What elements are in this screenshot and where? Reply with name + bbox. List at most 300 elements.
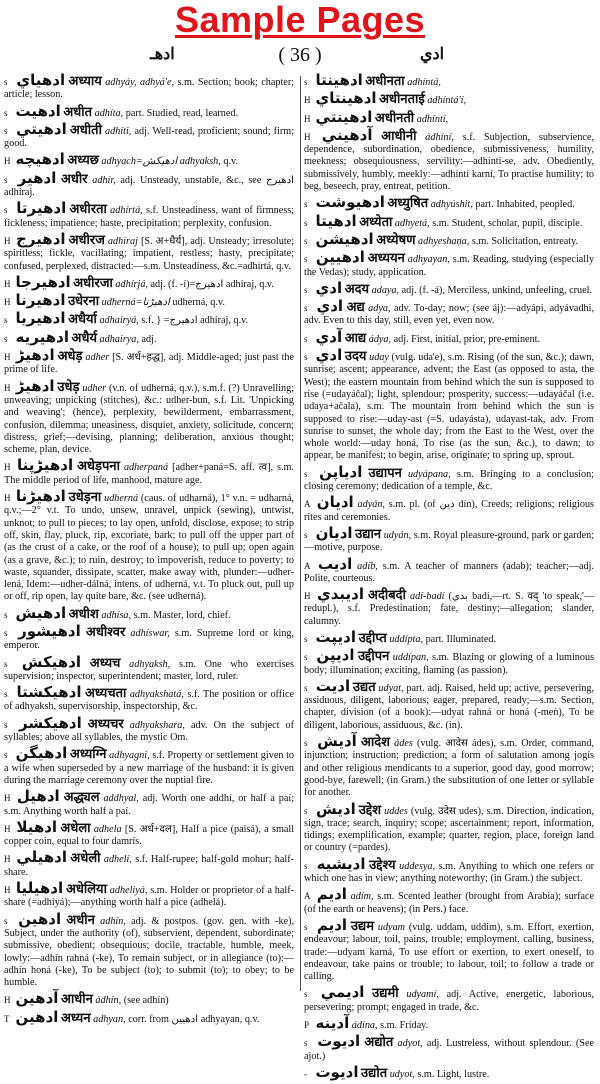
dictionary-entry (304, 585, 595, 628)
transliteration: adhyach=ادهيكش adhyaksh, (101, 156, 221, 168)
transliteration: udyat, (378, 682, 404, 694)
definition: (see adhín) (123, 995, 169, 1007)
page-number: ( 36 ) (278, 44, 322, 66)
definition: s.m. Master, lord, chief. (133, 609, 231, 621)
hindi-headword: अधीरज (68, 232, 105, 248)
dictionary-entry (304, 915, 594, 983)
urdu-headword: اديپن (316, 646, 355, 665)
hindi-headword: अधेड़ (57, 349, 83, 365)
transliteration: adhairya, (99, 333, 139, 345)
origin-marker: s (304, 77, 308, 87)
transliteration: adhyagni, (109, 750, 150, 762)
urdu-headword: ادياپن (319, 462, 363, 481)
transliteration: udyápana, (407, 468, 451, 480)
origin-marker: A (304, 560, 311, 571)
transliteration: udyam (377, 921, 406, 933)
definition: corr. from ادهيين adhyayan, q.v. (128, 1013, 260, 1025)
transliteration: adhela (93, 823, 122, 835)
hindi-headword: अध्येता (359, 214, 393, 230)
urdu-headword: ادهير (17, 168, 57, 187)
dictionary-entry (4, 683, 295, 714)
origin-marker: H (4, 493, 11, 504)
hindi-headword: उद्दीप्त (358, 630, 387, 646)
transliteration: adhyakshara, (129, 719, 185, 731)
hindi-headword: अध्यछ (67, 153, 99, 169)
definition: s.m. Section; book; chapter; article; lesson. (4, 77, 295, 101)
transliteration: adheliyá, (109, 885, 148, 897)
urdu-headword: اديمي (320, 983, 365, 1002)
transliteration: adhíntá, (407, 77, 441, 88)
page-header (0, 44, 600, 68)
transliteration: addhyal, (103, 793, 139, 805)
definition: adj. Well-read, proficient; sound; firm; good. (4, 125, 295, 150)
dictionary-entry (304, 627, 594, 646)
origin-marker: s (304, 652, 308, 663)
definition: s.m. Anything to which one refers or which one has in view; anything noteworthy; (in Gram.) the subject. (304, 860, 595, 885)
origin-marker: H (4, 278, 11, 289)
transliteration: adher (85, 352, 110, 364)
hindi-headword: अधीश (68, 606, 99, 622)
origin-marker: H (304, 113, 311, 124)
urdu-headword: اديپت (315, 627, 357, 646)
origin-marker: s (304, 333, 308, 344)
transliteration: adhírtá, (110, 205, 143, 217)
urdu-headword: اديب (317, 554, 353, 573)
definition: part. adj. Raised, held up; active, persevering, assiduous, diligent, laborious; eager, prepared, ready;—s.m. Section, chapter, division (of a book):—udyat rahná or honá (-meṅ), To be diligent, laborious, assiduous, &c. (in). (304, 682, 595, 731)
transliteration: adhyeshaṇa, (418, 235, 470, 247)
urdu-headword: آدهيني (321, 125, 373, 144)
hindi-headword: अधीरजा (73, 275, 113, 291)
right-running-head: ادي (420, 44, 445, 63)
urdu-headword: ادهيل (16, 787, 60, 806)
urdu-headword: ادهيكشر (19, 713, 82, 732)
hindi-headword: अधेड़पना (77, 459, 120, 475)
definition: part. Studied, read, learned. (125, 107, 239, 119)
urdu-headword: ادهيش (15, 603, 67, 622)
transliteration: udyán, (383, 529, 412, 541)
urdu-headword: ادهيشن (315, 229, 374, 248)
urdu-headword: ادهيليا (15, 879, 64, 898)
hindi-headword: उद्यमी (372, 986, 399, 1002)
transliteration: adaya, (371, 284, 400, 296)
definition: adj. Active, energetic, laborious, persevering; prompt; engaged in trade, &c. (304, 989, 595, 1013)
urdu-headword: ادهيشور (18, 621, 81, 640)
definition: (vulg. uda'e), s.m. Rising (of the sun, &c.); dawn, sunrise; ascent; appearance, advent; the East (as opposed to asta, the West); the eastern mountain from behind which the sun is supposed to rise (=udayáčal); light, splendour; prosperity, success:—udayáčal (i.e. udaya+ačala), s.m. The mountain from behind which the sun is supposed to rise:—uday-ast (=S. udayásta), udayast-tak, adv. From sunrise to sunset, the whole day; from the East to the West, over the whole world:—uday honá, To rise (as the sun, &c.), to dawn; to appear, be manifest; to begin, arise, originate; to spring up, sprout. (304, 352, 595, 462)
urdu-headword: ادي (315, 278, 343, 297)
urdu-headword: اديش (316, 799, 356, 818)
urdu-headword: اديم (316, 915, 348, 934)
urdu-headword: ادهيتي (16, 119, 67, 138)
definition: part. Inhabited, peopled. (475, 199, 575, 211)
definition: (vulg. uddam, uddim), s.m. Effort, exertion, endeavour; labour, toil, pains, trouble; employment, calling, business, trade:—udyam karná, To use effort or exertion, to exert oneself, to endeavour, take pains or trouble; to labour, toil; to follow a trade or calling. (304, 921, 594, 983)
dictionary-entry (4, 376, 295, 457)
hindi-headword: अध्येषण (376, 232, 416, 248)
transliteration: adyán, (357, 499, 385, 511)
dictionary-entry (304, 211, 594, 230)
dictionary-entry (4, 346, 295, 377)
dictionary-entry (4, 272, 294, 291)
origin-marker: s (4, 333, 8, 344)
origin-marker: s (4, 689, 8, 700)
transliteration: uddípan, (392, 652, 429, 664)
transliteration: ádes (394, 738, 413, 750)
origin-marker: H (4, 793, 11, 804)
origin-marker: - (304, 1068, 307, 1079)
transliteration: ádhíní, (425, 131, 454, 143)
dictionary-entry (4, 71, 295, 102)
origin-marker: s (4, 315, 8, 326)
origin-marker: s (304, 529, 308, 540)
origin-marker: H (304, 131, 311, 142)
urdu-headword: ادهيكش (21, 652, 82, 671)
hindi-headword: अध्यचता (84, 686, 127, 702)
dictionary-entry (4, 848, 295, 879)
transliteration: adherpaná (123, 462, 169, 474)
origin-marker: H (4, 995, 11, 1006)
urdu-headword: اديشيه (316, 854, 366, 873)
origin-marker: s (304, 738, 308, 749)
hindi-headword: अधीनती (374, 110, 415, 126)
urdu-headword: ادهيڑپنا (17, 456, 74, 475)
transliteration: adím, (350, 891, 374, 903)
definition: s.m. Supreme lord or king, emperor. (4, 627, 295, 652)
transliteration: adhír, (92, 174, 116, 186)
urdu-headword: آدي (315, 327, 343, 346)
hindi-headword: अधीत (63, 104, 93, 120)
transliteration: udher (82, 382, 107, 394)
dictionary-entry (304, 107, 594, 126)
dictionary-entry (304, 1032, 595, 1063)
origin-marker: s (304, 235, 308, 246)
dictionary-entry (4, 456, 295, 487)
hindi-headword: अद्ध्यल (63, 790, 100, 806)
dictionary-entry (304, 799, 594, 855)
definition: s.f. Unsteadiness, want of firmness; fickleness; impatience; haste, precipitation; perplexity, confusion. (4, 205, 294, 229)
dictionary-entry (4, 652, 295, 684)
transliteration: adhelí, (103, 854, 132, 866)
hindi-headword: आधीनी (381, 128, 417, 144)
origin-marker: P (304, 1020, 310, 1030)
definition: q.v. (223, 156, 238, 168)
definition: s.m. Friday. (380, 1020, 429, 1031)
urdu-headword: ادهيرج (16, 229, 66, 248)
urdu-headword: ادهينتي (315, 107, 373, 126)
dictionary-entry (304, 885, 595, 916)
hindi-headword: उद्देश (358, 802, 382, 818)
urdu-headword: اديم (316, 885, 347, 904)
origin-marker: T (4, 1013, 10, 1024)
dictionary-entry (304, 346, 595, 463)
origin-marker: s (4, 627, 8, 638)
dictionary-entry (304, 248, 595, 279)
transliteration: adhyetá, (394, 217, 430, 229)
origin-marker: H (4, 382, 11, 393)
urdu-headword: ادهيكشتا (16, 683, 82, 702)
definition: s.f. Half-rupee; half-gold mohur; half-share. (4, 854, 295, 878)
definition: s.m. Blazing or glowing of a luminous body; illumination; exciting, flaming (as passion). (304, 652, 595, 676)
transliteration: udyot, (389, 1068, 415, 1080)
urdu-headword: ادهيڑ (15, 346, 55, 365)
hindi-headword: अध्यन (60, 1010, 91, 1026)
definition: s.m. Holder or proprietor of a half-share (=adhíyá);—anything worth half a pice (adhelá). (4, 885, 295, 909)
origin-marker: H (4, 352, 11, 363)
left-column (4, 71, 295, 1029)
dictionary-entry (4, 787, 295, 818)
transliteration: udherná (104, 493, 139, 505)
transliteration: adíb, (357, 560, 378, 572)
urdu-headword: ادهيتا (315, 211, 357, 230)
hindi-headword: आदेश (360, 735, 390, 751)
urdu-headword: ادي (315, 346, 343, 365)
urdu-headword: اديت (315, 676, 351, 695)
origin-marker: H (4, 462, 11, 473)
urdu-headword: ادهيرجا (15, 272, 71, 291)
transliteration: adhíta, (94, 107, 124, 119)
dictionary-entry (304, 732, 595, 799)
transliteration: uddípta, (389, 633, 424, 645)
origin-marker: H (304, 591, 311, 602)
hindi-headword: उद्यत (352, 679, 376, 695)
hindi-headword: आधीन (60, 992, 93, 1008)
transliteration: adhísa, (101, 609, 132, 621)
definition: s.f. Property or settlement given to a wife when superseded by a new marriage of the husband: it is given during the marriage ceremony over the nuptial fire. (4, 750, 295, 786)
hindi-headword: अधीश्वर (85, 624, 126, 640)
urdu-headword: ادهينتاي (315, 89, 377, 108)
hindi-headword: उधेड़ना (68, 490, 102, 506)
transliteration: adhyan, (93, 1013, 126, 1025)
origin-marker: s (304, 633, 308, 644)
origin-marker: H (4, 823, 11, 834)
hindi-headword: उद्यम (350, 918, 375, 934)
dictionary-entry (304, 676, 595, 732)
definition: [adher+paná=S. aff. त्व], s.m. The middle period of life, manhood, mature age. (4, 462, 295, 486)
definition: s.f. Subjection, subservience, dependence, subordination, obedience, submissiveness, humility, meekness; obsequiousness, servility:—adhíntí-se, adv. Obediently, submissively, humbly, meekly:—adhíntí karní, To practise humility; to beg, beseech, pray, entreat, petition. (304, 131, 595, 193)
transliteration: adhyayan, (407, 254, 450, 266)
transliteration: adhín, (100, 915, 126, 927)
urdu-headword: اديوت (317, 1032, 361, 1051)
left-running-head: ادهـ (150, 44, 175, 63)
dictionary-entry (304, 193, 594, 212)
hindi-headword: उद्योत (361, 1065, 388, 1081)
dictionary-entry (4, 327, 294, 346)
hindi-headword: अधेलिया (65, 882, 107, 898)
urdu-headword: ادهيرتا (16, 199, 67, 218)
transliteration: ádya, (368, 333, 392, 345)
definition: s.m. Solicitation, entreaty. (471, 235, 579, 247)
hindi-headword: अध्यचर (87, 716, 124, 732)
dictionary-entry (304, 327, 594, 346)
urdu-headword: اديان (315, 523, 353, 542)
origin-marker: s (304, 468, 308, 479)
origin-marker: H (4, 156, 11, 167)
definition: adj. (141, 333, 157, 345)
definition: adv. On the subject of syllables; above all syllables, the mystic Om. (4, 719, 295, 744)
hindi-headword: अधीती (69, 122, 102, 138)
hindi-headword: अदय (344, 281, 370, 297)
transliteration: adya, (368, 303, 391, 315)
hindi-headword: अध्यच (89, 655, 121, 671)
definition: part. Illuminated. (425, 633, 497, 645)
definition: s.m. Reading, studying (especially the Vedas); study, application. (304, 254, 595, 278)
transliteration: adhíswar, (130, 627, 170, 639)
urdu-headword: ادهيريا (15, 309, 66, 328)
dictionary-entry (304, 89, 594, 108)
origin-marker: s (304, 284, 308, 295)
definition: (vulg. उदेस udes), s.m. Direction, indication, sign, trace; search, inquiry; scope; ascertainment; report, information, tidings; exemplification, example; quarter, region, place, foreign land or country (=pardes). (304, 805, 594, 854)
definition: adj. (f. -í)=ادهيرج adhíraj, q.v. (150, 278, 274, 290)
definition: s.m. One who exercises supervision; inspector, superintendent; master, lord, ruler. (4, 658, 295, 682)
transliteration: uddesya, (399, 860, 436, 872)
definition: s.m. Light, lustre. (417, 1068, 490, 1080)
urdu-headword: ادهينتا (315, 71, 363, 89)
definition: adv. To-day; now; (see áj):—adyápi, adyávadhi, adv. Even to this day, still, even yet, even now. (304, 303, 595, 327)
definition: [S. अर्ध+हद्ध], adj. Middle-aged; just past the prime of life. (4, 352, 295, 376)
dictionary-entry (304, 983, 595, 1014)
urdu-headword: آديش (317, 732, 357, 751)
dictionary-entry (4, 989, 294, 1008)
dictionary-entry (304, 1062, 594, 1081)
urdu-headword: آدهين (15, 989, 59, 1008)
origin-marker: s (4, 609, 8, 620)
hindi-headword: अधीनता (365, 74, 405, 89)
origin-marker: s (4, 915, 8, 926)
urdu-headword: ادهيت (15, 101, 61, 120)
dictionary-entry (4, 309, 294, 328)
dictionary-entry (4, 119, 295, 151)
origin-marker: s (304, 217, 308, 228)
hindi-headword: अधीरता (69, 202, 107, 218)
urdu-headword: ادهيلا (16, 817, 58, 836)
transliteration: ádína, (351, 1020, 378, 1031)
dictionary-entry (4, 909, 295, 990)
dictionary-entry (4, 817, 295, 849)
dictionary-entry (4, 744, 295, 787)
definition: (caus. of udharná), 1° v.n. = udharná, q.v.;—2° v.t. To undo, unsew, unravel, unpick (sewing), untwist, unknot; to pull to pieces; to lay open, unfold, disclose, expose; to strip off, skin, flay, pluck, rip, excoriate, bark; to pull off the upper part of (as the crust of a cake, or the roof of a house); to pull up; open again (as a grave, &c.); to ruin, destroy; to impoverish, reduce to poverty; to waste, squander, dissipate, scatter, make away with, plunder:—udher-lená, Idem:—udher-dálná, intens. of udherná, v.t. To pluck out, pull up or off, rip open, lay quite bare, &c. (see udherná). (4, 493, 295, 603)
title-text: Sample Pages (174, 0, 426, 40)
definition: (بدي badí,—rt. S. वद् 'to speak,'—redupl.), s.f. Predestination; fate, destiny;—allegation; slander, calumny. (304, 591, 595, 627)
hindi-headword: अध्युषित (387, 196, 429, 212)
urdu-headword: ادهيڑنا (15, 487, 66, 506)
dictionary-entry (4, 229, 295, 273)
dictionary-entry (304, 646, 595, 677)
urdu-headword: آدينه (315, 1014, 350, 1032)
transliteration: adhírjá, (115, 278, 148, 290)
hindi-headword: अधीर (60, 171, 88, 187)
origin-marker: A (304, 499, 311, 510)
hindi-headword: उद्दीपन (357, 649, 390, 665)
transliteration: udherná=ادهيڑنا (101, 297, 170, 309)
origin-marker: s (4, 174, 8, 185)
hindi-headword: अधेली (70, 851, 101, 867)
origin-marker: s (4, 107, 8, 118)
origin-marker: H (4, 885, 11, 896)
definition: adj. (f. -á), Merciless, unkind, unfeeling, cruel. (401, 284, 593, 296)
definition: s.f. } =ادهيرج adhíraj, q.v. (141, 315, 249, 327)
hindi-headword: आद्य (344, 330, 367, 346)
definition: adj. Unsteady, unstable, &c., see ادهيرج adhíraj. (4, 174, 294, 199)
dictionary-entry (304, 554, 595, 586)
origin-marker: H (304, 95, 311, 106)
hindi-headword: उद्यापन (368, 465, 402, 481)
origin-marker: s (304, 1038, 308, 1049)
hindi-headword: अध्याय (68, 74, 102, 89)
dictionary-entry (4, 101, 294, 120)
hindi-headword: अधैर्या (68, 312, 97, 328)
transliteration: adhyaksh, (129, 658, 171, 670)
definition: (v.n. of udherná, q.v.), s.m.f. (?) Unravelling; unweaving; unpicking (stitches), &c.: udher-bun, s.f. Lit. 'Unpicking and weaving'; (hence), perplexity, bewilderment, embarrassment, confusion, dilemma; uneasiness, disquiet, anxiety, solicitude, concern; distress, grief;—devising, planning; deliberation, anxious thought; scheme, plan, device. (4, 382, 295, 456)
transliteration: uddes (384, 805, 408, 817)
dictionary-entry (304, 229, 594, 248)
hindi-headword: अद्य (346, 300, 365, 316)
origin-marker: A (304, 891, 311, 902)
page-banner-title (0, 0, 600, 40)
hindi-headword: उदय (344, 349, 367, 365)
origin-marker: s (304, 860, 308, 871)
urdu-headword: ادهيگن (15, 744, 68, 763)
hindi-headword: अधैर्य (71, 330, 97, 346)
transliteration: adhíntá'í, (427, 95, 466, 107)
hindi-headword: उधेरना (68, 294, 100, 310)
definition: s.m. A teacher of manners (adab); teacher;—adj. Polite, courteous. (304, 560, 595, 584)
dictionary-entry (304, 462, 595, 494)
column-divider (300, 76, 301, 991)
definition: s.m. Bringing to a conclusion; closing ceremony; dedication of a temple, &c. (304, 468, 595, 493)
urdu-headword: ادهيين (315, 248, 365, 267)
origin-marker: H (4, 297, 11, 308)
right-column (304, 71, 595, 1084)
transliteration: adhyúshit, (430, 199, 473, 211)
dictionary-entry (304, 125, 595, 193)
origin-marker: s (4, 205, 8, 216)
transliteration: adyot, (397, 1038, 423, 1050)
definition: s.m. Royal pleasure-ground, park or garden;—motive, purpose. (304, 529, 595, 554)
dictionary-entry (304, 523, 595, 555)
dictionary-entry (304, 493, 595, 524)
dictionary-entry (4, 603, 294, 622)
dictionary-entry (304, 854, 595, 886)
dictionary-entry (304, 71, 594, 89)
origin-marker: s (304, 921, 308, 932)
urdu-headword: ادهيريه (15, 327, 69, 346)
urdu-headword: ادهيلي (16, 848, 68, 867)
transliteration: ádhín, (95, 995, 122, 1007)
definition: (vulg. आदेस ádes), s.m. Order, command, injunction; instruction; prediction; a form of salutation among jogís and other religious mendicants to a superior, good day, good morrow; good-bye, farewell; (in Gram.) the substitution of one letter or syllable for another. (304, 738, 595, 799)
origin-marker: H (4, 235, 11, 246)
transliteration: adhyakshatá, (129, 689, 184, 701)
origin-marker: s (4, 77, 8, 87)
urdu-headword: ادهيڑ (15, 376, 55, 395)
definition: s.m. pl. (of دين dín), Creeds; religions; religious rites and ceremonies. (304, 499, 595, 523)
transliteration: udyamí, (406, 989, 439, 1001)
transliteration: adhíntí, (416, 113, 449, 125)
origin-marker: s (304, 352, 308, 363)
hindi-headword: अध्यग्नि (69, 747, 107, 763)
origin-marker: s (304, 199, 308, 210)
definition: s.m. Student, scholar, pupil, disciple. (432, 217, 583, 229)
origin-marker: s (304, 303, 308, 314)
dictionary-entry (4, 150, 294, 169)
definition: [S. अर्ध+दल], Half a pice (paisá), a small copper coin, equal to four damrís. (4, 823, 295, 848)
definition: [S. अ+धैर्य], adj. Unsteady; irresolute; spiritless; fickle, vacillating; impatient, restless; hasty, precipitate; confused, perplexed, distracted:—s.m. Unsteadiness, &c.=adhírtá, q.v. (4, 235, 295, 272)
definition: adj. & postpos. (gov. gen. with -ke), Subject, under the authority (of), subservient, dependent, subordinate; submissive, obedient; obsequious; docile, tractable, humble, meek, lowly:—adhín rahná (-ke), To remain subject, or in allegiance (to):—adhín honá (-ke), To be subject (to); to submit (to); to obey; to be humble. (4, 915, 295, 989)
dictionary-entry (4, 879, 295, 910)
hindi-headword: उद्देश्य (369, 857, 396, 873)
dictionary-entry (4, 199, 294, 230)
transliteration: adhairyá, (99, 315, 139, 327)
transliteration: adhíti, (105, 125, 132, 137)
dictionary-entry (304, 278, 594, 297)
origin-marker: s (304, 805, 308, 816)
